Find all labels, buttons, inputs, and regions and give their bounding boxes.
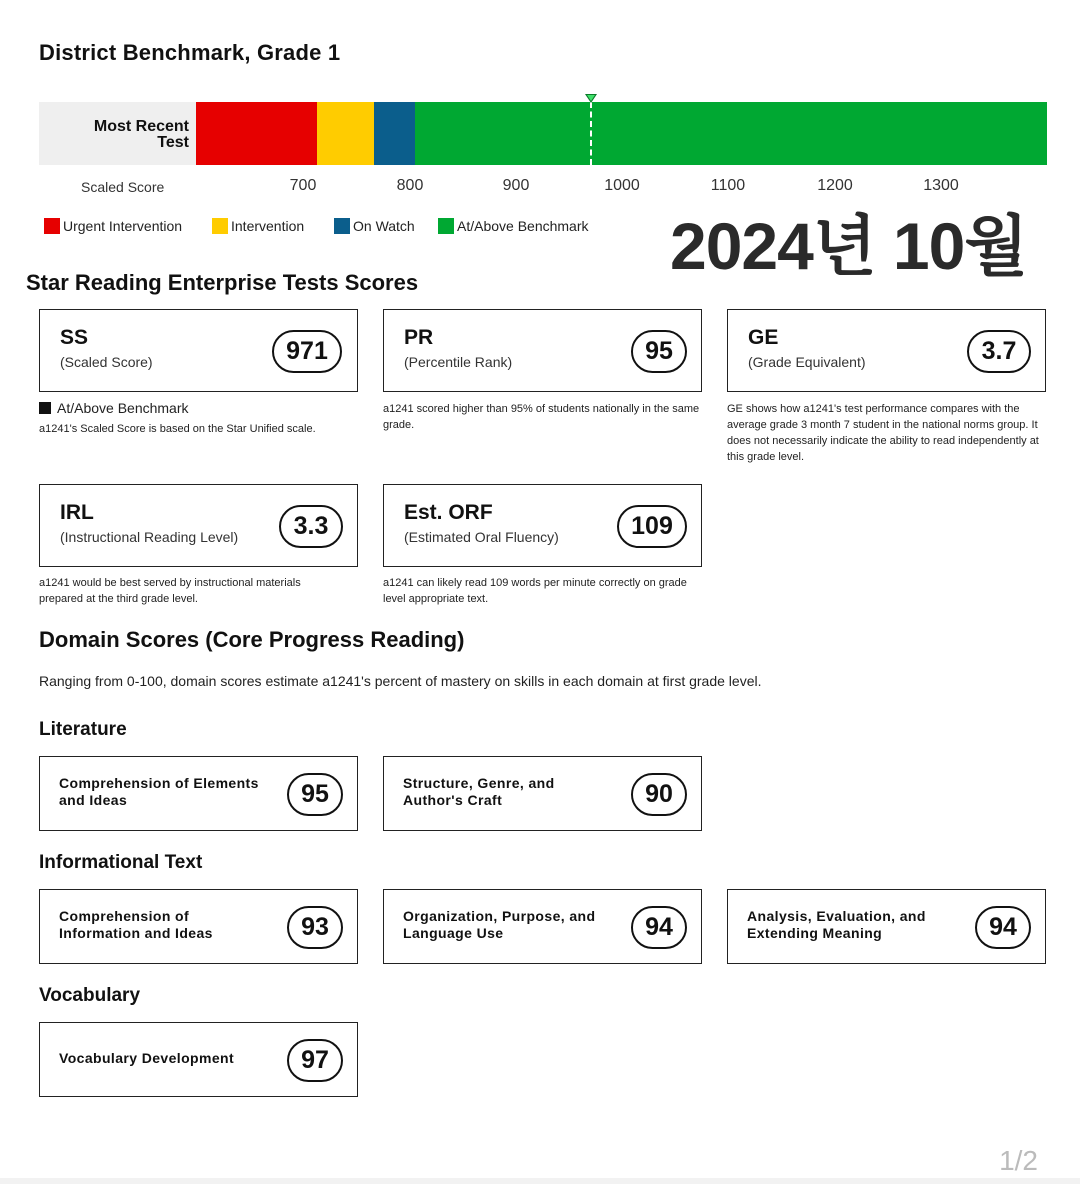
score-abbr: SS	[60, 326, 89, 349]
domain-card	[39, 889, 358, 964]
bottom-rule	[0, 1178, 1080, 1184]
report-title: District Benchmark, Grade 1	[39, 40, 341, 65]
domain-label-line: and Ideas	[59, 792, 128, 808]
ss-description: a1241's Scaled Score is based on the Star Unified scale.	[39, 423, 316, 435]
legend-swatch	[44, 218, 60, 234]
score-full-name: (Grade Equivalent)	[748, 354, 866, 370]
axis-tick: 1100	[710, 177, 746, 194]
score-card-ss	[39, 309, 358, 392]
domain-label	[403, 908, 595, 942]
score-card-orf	[383, 484, 702, 567]
informational-heading: Informational Text	[39, 852, 203, 873]
benchmark-flag-label: At/Above Benchmark	[57, 400, 189, 416]
ge-description: GE shows how a1241's test performance compares with the average grade 3 month 7 student in the national norms group. It does not necessarily indicate the ability to read independently at this grade level.	[727, 403, 1039, 463]
score-abbr: PR	[404, 326, 434, 349]
legend-urgent	[44, 217, 182, 235]
score-card-pr	[383, 309, 702, 392]
domain-label	[59, 908, 213, 942]
domain-label	[59, 775, 259, 809]
score-value: 109	[617, 505, 687, 548]
legend-intervention	[212, 217, 304, 235]
segment-urgent	[196, 102, 317, 165]
score-abbr: GE	[748, 326, 779, 349]
legend-label: Urgent Intervention	[63, 218, 183, 234]
legend-on-watch	[334, 217, 415, 235]
axis-tick: 800	[396, 177, 424, 194]
bar-row-label-line2: Test	[157, 134, 189, 151]
domain-card	[383, 889, 702, 964]
domain-label-line: Structure, Genre, and	[403, 775, 555, 791]
axis-tick: 1000	[604, 177, 640, 194]
domain-scores-heading: Domain Scores (Core Progress Reading)	[39, 627, 465, 652]
irl-description: a1241 would be best served by instructional materials prepared at the third grade level.	[39, 577, 301, 605]
benchmark-square-icon	[39, 402, 51, 414]
pr-description: a1241 scored higher than 95% of students nationally in the same grade.	[383, 403, 700, 431]
score-full-name: (Scaled Score)	[60, 354, 153, 370]
domain-card	[383, 756, 702, 831]
domain-label-line: Extending Meaning	[747, 925, 883, 941]
date-stamp: 2024년 10월	[670, 209, 1028, 283]
domain-score: 94	[975, 906, 1031, 949]
domain-label	[747, 908, 926, 942]
domain-label-line: Language Use	[403, 925, 504, 941]
score-full-name: (Percentile Rank)	[404, 354, 513, 370]
domain-label-line: Vocabulary Development	[59, 1050, 235, 1066]
domain-label-line: Comprehension of	[59, 908, 190, 924]
domain-label-line: Analysis, Evaluation, and	[747, 908, 926, 924]
domain-card	[39, 1022, 358, 1097]
domain-label-line: Organization, Purpose, and	[403, 908, 596, 924]
literature-heading: Literature	[39, 719, 127, 740]
domain-label	[403, 775, 555, 809]
score-abbr: IRL	[60, 501, 94, 524]
domain-intro: Ranging from 0-100, domain scores estimate a1241's percent of mastery on skills in each domain at first grade level.	[39, 673, 762, 689]
legend-at-above	[438, 217, 589, 235]
legend-swatch	[212, 218, 228, 234]
axis-tick: 1200	[817, 177, 853, 194]
score-marker-triangle-inner	[587, 95, 595, 101]
domain-label-line: Information and Ideas	[59, 925, 213, 941]
score-marker-line	[590, 102, 592, 165]
domain-score: 97	[287, 1039, 343, 1082]
bar-row-label	[39, 119, 189, 151]
domain-score: 90	[631, 773, 687, 816]
score-value: 3.7	[967, 330, 1031, 373]
benchmark-flag	[39, 400, 189, 416]
score-value: 971	[272, 330, 342, 373]
score-abbr: Est. ORF	[404, 501, 493, 524]
score-card-irl	[39, 484, 358, 567]
score-value: 3.3	[279, 505, 343, 548]
domain-score: 94	[631, 906, 687, 949]
star-scores-heading: Star Reading Enterprise Tests Scores	[26, 270, 419, 295]
axis-tick: 1300	[923, 177, 959, 194]
orf-description: a1241 can likely read 109 words per minute correctly on grade level appropriate text.	[383, 577, 687, 605]
domain-score: 93	[287, 906, 343, 949]
domain-label	[59, 1050, 234, 1067]
domain-score: 95	[287, 773, 343, 816]
legend-label: Intervention	[231, 218, 305, 234]
domain-label-line: Author's Craft	[403, 792, 503, 808]
segment-intervention	[317, 102, 374, 165]
segment-on-watch	[374, 102, 415, 165]
bar-row-label-line1: Most Recent	[93, 118, 189, 135]
score-value: 95	[631, 330, 687, 373]
domain-card	[727, 889, 1046, 964]
score-card-ge	[727, 309, 1046, 392]
domain-card	[39, 756, 358, 831]
score-full-name: (Instructional Reading Level)	[60, 529, 239, 545]
score-full-name: (Estimated Oral Fluency)	[404, 529, 559, 545]
legend-swatch	[438, 218, 454, 234]
legend-swatch	[334, 218, 350, 234]
domain-label-line: Comprehension of Elements	[59, 775, 259, 791]
axis-tick: 700	[289, 177, 317, 194]
legend-label: On Watch	[353, 218, 415, 234]
segment-at-above	[415, 102, 1047, 165]
vocabulary-heading: Vocabulary	[39, 985, 141, 1006]
axis-title: Scaled Score	[81, 179, 165, 195]
page-indicator: 1/2	[999, 1145, 1038, 1176]
legend-label: At/Above Benchmark	[457, 218, 589, 234]
axis-tick: 900	[502, 177, 530, 194]
